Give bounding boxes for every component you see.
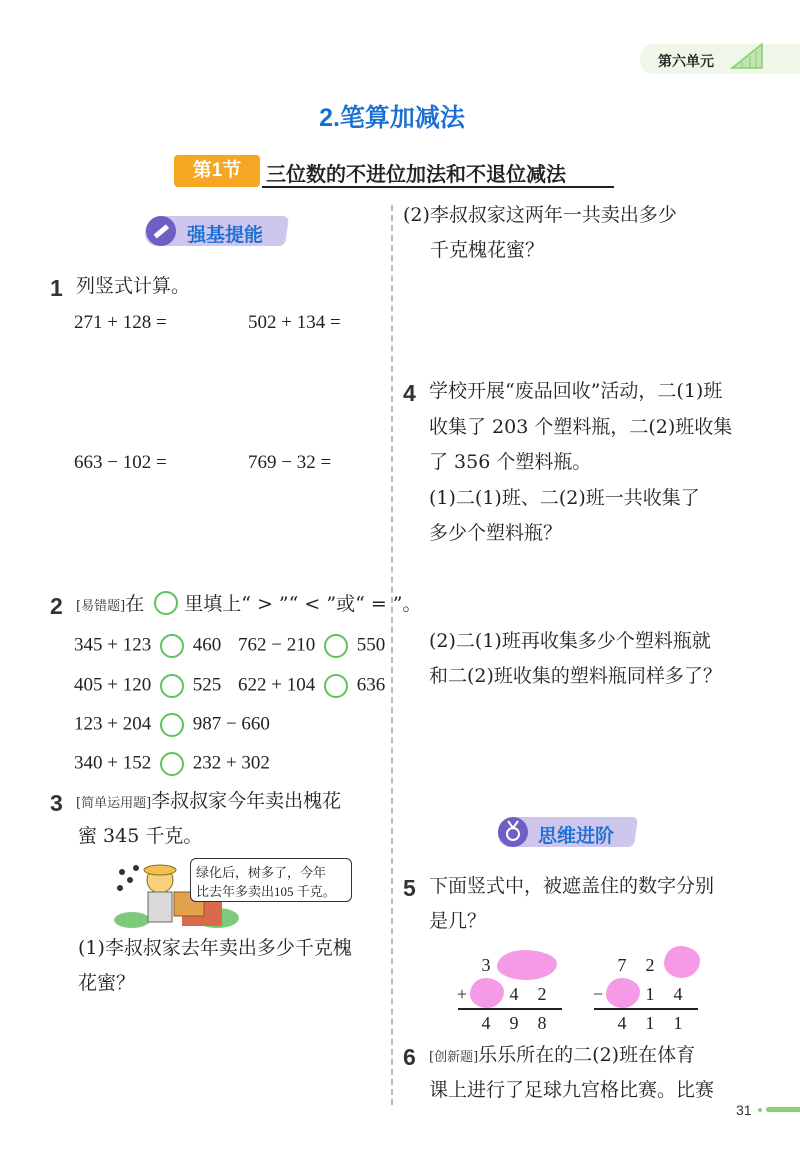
- digit: 1: [673, 1013, 683, 1033]
- page-number: 31: [736, 1102, 752, 1118]
- sub-question: (1)李叔叔家去年卖出多少千克槐: [78, 937, 352, 959]
- sub-question: (2)李叔叔家这两年一共卖出多少: [403, 204, 677, 226]
- question-number: 2: [50, 593, 63, 619]
- digit: 9: [509, 1013, 519, 1033]
- sub-question: (1)二(1)班、二(2)班一共收集了: [429, 487, 700, 509]
- section-underline: [262, 186, 614, 188]
- sub-question: 和二(2)班收集的塑料瓶同样多了？: [429, 665, 722, 687]
- digit: 4: [617, 1013, 627, 1033]
- speech-line: 比去年多卖出105 千克。: [196, 884, 336, 899]
- section-title: 三位数的不进位加法和不退位减法: [266, 164, 566, 186]
- answer-circle[interactable]: [324, 634, 348, 658]
- compare-row: 762 − 210 550: [238, 634, 385, 658]
- question-text: 了 356 个塑料瓶。: [429, 451, 592, 473]
- q2-text-a: 在: [125, 593, 145, 615]
- question-number: 1: [50, 275, 63, 301]
- covered-digit-mask: [497, 950, 557, 980]
- sub-question: (2)二(1)班再收集多少个塑料瓶就: [429, 630, 711, 652]
- q2-text-b: 里填上“ > ”“ < ”或“ = ”。: [184, 593, 422, 615]
- section-badge: [174, 155, 260, 187]
- unit-label: 第六单元: [658, 53, 714, 69]
- compare-row: 340 + 152 232 + 302: [74, 752, 270, 776]
- digit: 4: [481, 1013, 491, 1033]
- question-text: 课上进行了足球九宫格比赛。比赛: [429, 1079, 715, 1101]
- digit: 2: [537, 984, 547, 1004]
- question-number: 6: [403, 1044, 416, 1070]
- calc-operator: −: [592, 984, 604, 1004]
- covered-digit-mask: [664, 946, 700, 978]
- calc-item: 271 + 128 =: [74, 312, 167, 333]
- question-number: 5: [403, 875, 416, 901]
- digit: 7: [617, 955, 627, 975]
- ruler-icon: [730, 42, 764, 70]
- page-title: 2.笔算加减法: [319, 104, 465, 132]
- calc-operator: +: [456, 984, 468, 1004]
- question-text: 是几？: [429, 910, 487, 932]
- answer-circle[interactable]: [324, 674, 348, 698]
- answer-circle[interactable]: [160, 752, 184, 776]
- digit: 3: [481, 955, 491, 975]
- question-text: [简单运用题]李叔叔家今年卖出槐花: [76, 790, 342, 812]
- question-text: 收集了 203 个塑料瓶，二(2)班收集: [429, 416, 733, 438]
- question-text: 蜜 345 千克。: [78, 825, 203, 847]
- question-number: 3: [50, 790, 63, 816]
- question-text: [创新题]乐乐所在的二(2)班在体育: [429, 1044, 696, 1066]
- calc-item: 663 − 102 =: [74, 452, 167, 473]
- digit: 1: [645, 984, 655, 1004]
- sub-question: 多少个塑料瓶？: [429, 522, 563, 544]
- question-text: [76, 595, 422, 615]
- question-tag: [创新题]: [429, 1050, 479, 1065]
- digit: 4: [673, 984, 683, 1004]
- question-tag: [易错题]: [76, 599, 126, 614]
- digit: 1: [645, 1013, 655, 1033]
- footer-bar: [766, 1107, 800, 1112]
- question-text: 学校开展“废品回收”活动，二(1)班: [429, 380, 723, 402]
- covered-digit-mask: [606, 978, 640, 1008]
- question-text: 下面竖式中，被遮盖住的数字分别: [429, 875, 715, 897]
- calc-line: [594, 1008, 698, 1010]
- speech-line: 绿化后，树多了，今年: [196, 865, 327, 880]
- question-text: 列竖式计算。: [76, 275, 191, 297]
- calc-line: [458, 1008, 562, 1010]
- calc-item: 769 − 32 =: [248, 452, 332, 473]
- medal-icon: [496, 815, 530, 849]
- compare-row: 345 + 123 460: [74, 634, 221, 658]
- pencil-icon: [144, 214, 178, 248]
- digit: 4: [509, 984, 519, 1004]
- calc-item: 502 + 134 =: [248, 312, 341, 333]
- sub-question: 花蜜？: [78, 972, 136, 994]
- sub-question: 千克槐花蜜？: [430, 239, 545, 261]
- banner-advanced-label: 思维进阶: [538, 826, 615, 847]
- digit: 8: [537, 1013, 547, 1033]
- answer-circle[interactable]: [160, 634, 184, 658]
- question-number: 4: [403, 380, 416, 406]
- compare-row: 123 + 204 987 − 660: [74, 713, 270, 737]
- footer-dot: [758, 1108, 762, 1112]
- column-divider: [391, 205, 393, 1105]
- banner-basic-label: 强基提能: [187, 225, 264, 246]
- compare-circle-icon: [154, 591, 178, 615]
- compare-row: 622 + 104 636: [238, 674, 385, 698]
- covered-digit-mask: [470, 978, 504, 1008]
- compare-row: 405 + 120 525: [74, 674, 221, 698]
- answer-circle[interactable]: [160, 674, 184, 698]
- digit: 2: [645, 955, 655, 975]
- section-badge-label: 第1节: [192, 160, 242, 181]
- question-tag: [简单运用题]: [76, 796, 152, 811]
- answer-circle[interactable]: [160, 713, 184, 737]
